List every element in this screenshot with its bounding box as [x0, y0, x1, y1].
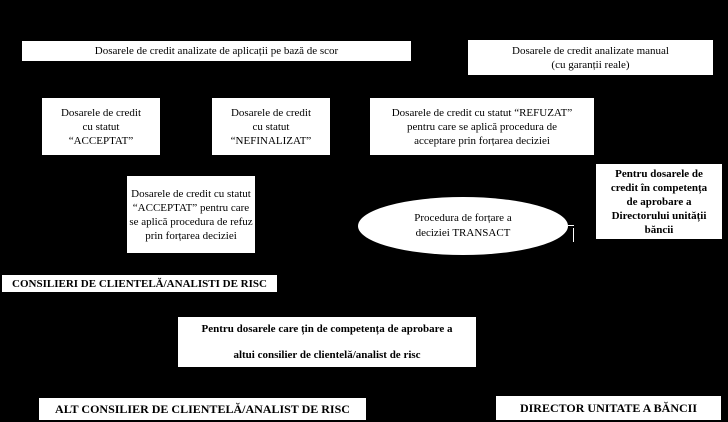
director-competence-label: Pentru dosarele de credit în competența de aprobare a Directorului unității băncii	[610, 167, 708, 236]
advisors-label-box	[2, 275, 277, 292]
other-advisor-label: ALT CONSILIER DE CLIENTELĂ/ANALIST DE RISC	[55, 402, 350, 416]
director-competence-box	[596, 164, 722, 239]
connector-line	[573, 228, 574, 242]
refused-status-box	[370, 98, 594, 155]
connector-line	[568, 225, 574, 226]
transact-procedure-ellipse	[358, 197, 568, 255]
accepted-status-box	[42, 98, 160, 155]
advisors-label: CONSILIERI DE CLIENTELĂ/ANALISTI DE RISC	[12, 277, 267, 290]
unfinished-status-box	[212, 98, 330, 155]
other-competence-label: Pentru dosarele care țin de competența de aprobare a altui consilier de clientelă/analist de risc	[201, 322, 453, 361]
refused-status-label: Dosarele de credit cu statut “REFUZAT” pentru care se aplică procedura de acceptare prin forțarea deciziei	[391, 106, 573, 147]
accepted-status-label: Dosarele de credit cu statut “ACCEPTAT”	[60, 106, 141, 147]
bank-director-label: DIRECTOR UNITATE A BĂNCII	[519, 401, 698, 415]
transact-procedure-label: Procedura de forțare a deciziei TRANSACT	[414, 212, 512, 239]
bank-director-box	[496, 396, 721, 420]
score-analyzed-files-box	[22, 41, 411, 61]
score-analyzed-files-label: Dosarele de credit analizate de aplicații pe bază de scor	[94, 45, 339, 57]
manual-analyzed-files-label: Dosarele de credit analizate manual (cu garanții reale)	[512, 44, 669, 71]
accepted-refuse-procedure-box	[127, 176, 255, 253]
accepted-refuse-procedure-label: Dosarele de credit cu statut “ACCEPTAT” pentru care se aplică procedura de refuz prin forțarea deciziei	[129, 187, 253, 242]
unfinished-status-label: Dosarele de credit cu statut “NEFINALIZAT”	[230, 106, 312, 147]
other-advisor-box	[39, 398, 366, 420]
manual-analyzed-files-box	[468, 40, 713, 75]
other-competence-box	[178, 317, 476, 367]
